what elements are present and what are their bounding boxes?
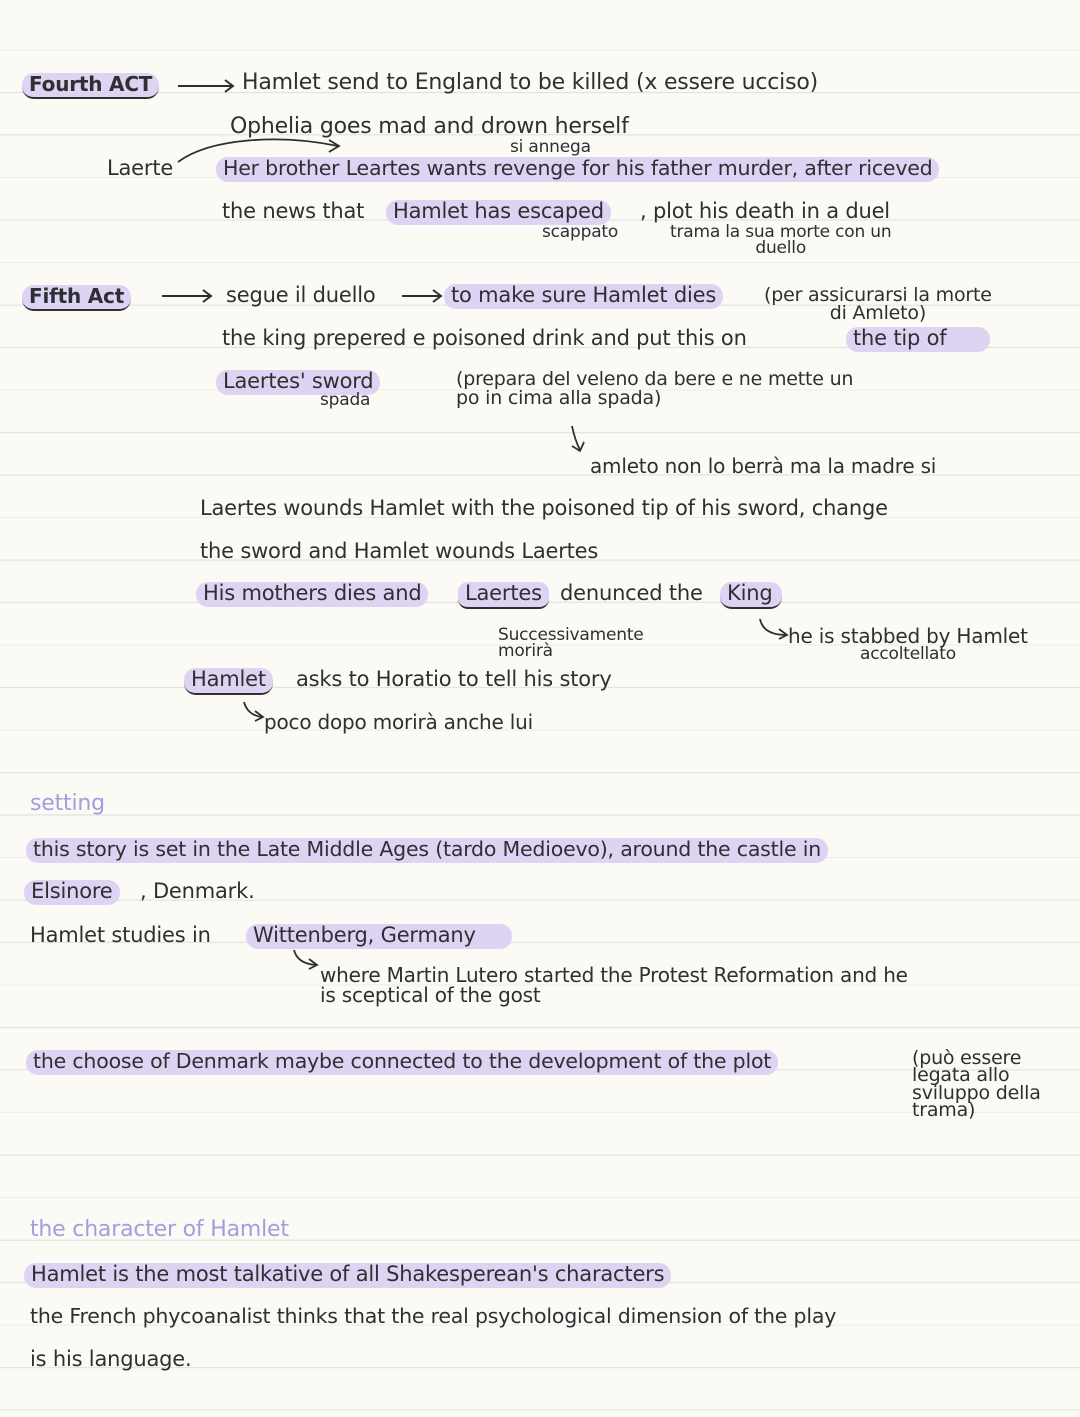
note-stabbed: he is stabbed by Hamlet	[788, 624, 1028, 648]
setting-line-1: this story is set in the Late Middle Ages (tardo Medioevo), around the castle in	[26, 838, 828, 863]
arrow-curve-icon	[756, 617, 792, 641]
setting-wittenberg: Wittenberg, Germany	[246, 924, 512, 949]
gloss-scappato: scappato	[542, 222, 619, 242]
gloss-assicurarsi: (per assicurarsi la morte di Amleto)	[764, 284, 992, 325]
fifth-act-line-5: the sword and Hamlet wounds Laertes	[200, 539, 599, 563]
note-amleto: amleto non lo berrà ma la madre si	[590, 454, 937, 478]
fifth-act-line-7b: asks to Horatio to tell his story	[296, 667, 612, 691]
arrow-right-icon	[400, 286, 446, 306]
fourth-act-line-4c: , plot his death in a duel	[640, 199, 890, 223]
fifth-act-label: Fifth Act	[22, 285, 131, 311]
fifth-act-hamlet: Hamlet	[184, 668, 273, 695]
setting-title: setting	[30, 791, 105, 816]
character-line-3: is his language.	[30, 1347, 192, 1371]
fifth-act-laertes-sword: Laertes' sword	[216, 370, 380, 395]
note-where-lutero: where Martin Lutero started the Protest Reformation and he is sceptical of the gost	[320, 963, 908, 1007]
setting-elsinore: Elsinore	[24, 880, 120, 905]
fifth-act-line-4: Laertes wounds Hamlet with the poisoned tip of his sword, change	[200, 496, 888, 520]
note-poco-dopo: poco dopo morirà anche lui	[264, 710, 533, 734]
fourth-act-label: Fourth ACT	[22, 73, 159, 99]
gloss-puo-essere: (può essere legata allo sviluppo della trama)	[912, 1047, 1041, 1122]
gloss-accoltellato: accoltellato	[860, 644, 956, 664]
gloss-successivamente: Successivamente morirà	[498, 625, 644, 662]
fifth-act-laertes: Laertes	[458, 582, 549, 609]
fourth-act-line-1: Hamlet send to England to be killed (x essere ucciso)	[242, 70, 818, 95]
fifth-act-denunced: denunced the	[560, 581, 703, 605]
setting-line-2b: , Denmark.	[140, 879, 255, 903]
fourth-act-escaped: Hamlet has escaped	[386, 200, 611, 225]
setting-line-4: the choose of Denmark maybe connected to the development of the plot	[26, 1050, 778, 1075]
gloss-spada: spada	[320, 390, 371, 410]
fourth-act-line-2: Ophelia goes mad and drown herself	[230, 114, 629, 139]
side-note-laerte: Laerte	[107, 156, 174, 180]
arrow-curve-icon	[290, 948, 322, 972]
arrow-down-icon	[566, 424, 590, 454]
arrow-right-icon	[160, 286, 216, 306]
gloss-prepara: (prepara del veleno da bere e ne mette un po in cima alla spada)	[456, 368, 854, 409]
character-line-1: Hamlet is the most talkative of all Shakesperean's characters	[24, 1263, 671, 1288]
fifth-act-tip-of: the tip of	[846, 327, 990, 352]
character-line-2: the French phycoanalist thinks that the real psychological dimension of the play	[30, 1304, 837, 1328]
fifth-act-line-1a: segue il duello	[226, 283, 376, 307]
fourth-act-line-3: Her brother Leartes wants revenge for his father murder, after riceved	[216, 157, 939, 182]
fourth-act-line-4a: the news that	[222, 199, 365, 223]
arrow-right-icon	[176, 76, 238, 96]
gloss-trama: trama la sua morte con un duello	[670, 222, 892, 259]
fifth-act-line-2a: the king prepered e poisoned drink and put this on	[222, 326, 747, 350]
setting-line-3a: Hamlet studies in	[30, 923, 211, 947]
fifth-act-make-sure: to make sure Hamlet dies	[444, 284, 723, 309]
fifth-act-king: King	[720, 582, 782, 609]
fifth-act-mother-dies: His mothers dies and	[196, 582, 428, 607]
character-title: the character of Hamlet	[30, 1217, 289, 1242]
gloss-si-annega: si annega	[510, 137, 591, 157]
